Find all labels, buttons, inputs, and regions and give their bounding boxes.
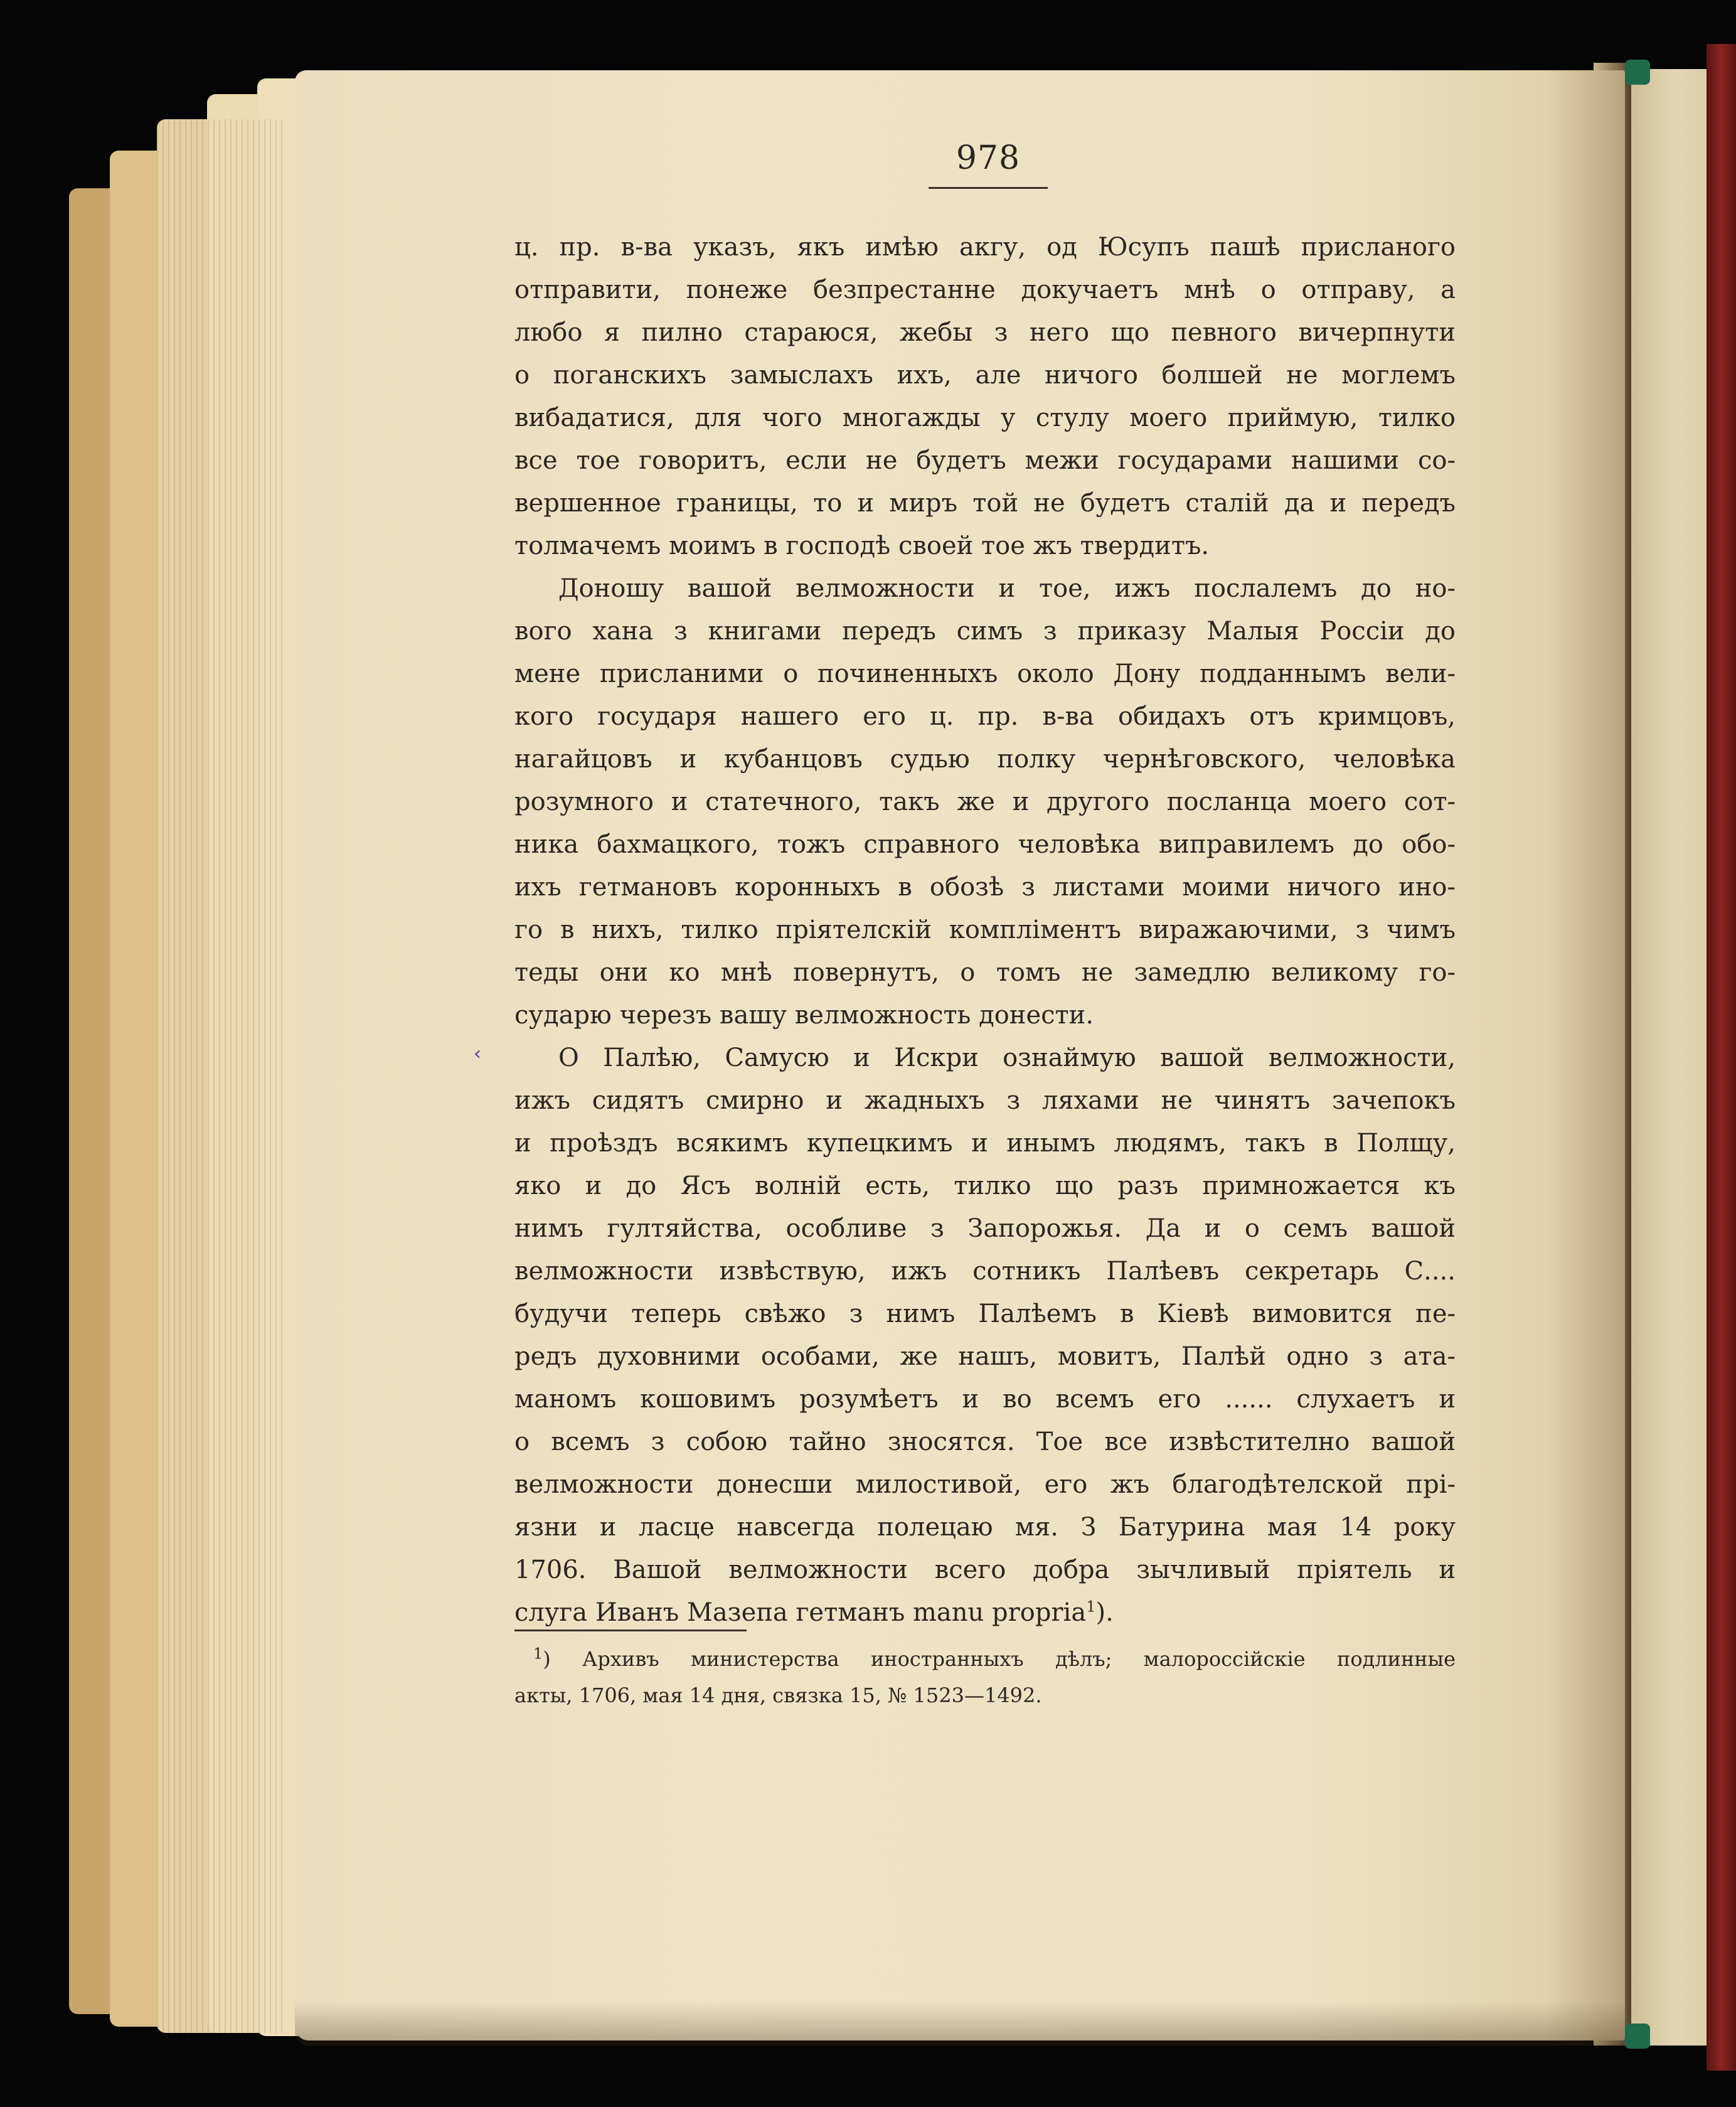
text-line: розумного и статечного, такъ же и другого посланца моего сот- [514,787,1456,816]
text-line: язни и ласце навсегда полецаю мя. З Батурина мая 14 року [514,1513,1456,1542]
text-line: вого хана з книгами передъ симъ з приказу Малыя Россіи до [514,617,1456,646]
text-line: мене присланими о починенныхъ около Дону подданнымъ вели- [514,659,1456,688]
text-line: вибадатися, для чого многажды у стулу моего приймую, тилко [514,403,1456,432]
text-line: ижъ сидятъ смирно и жадныхъ з ляхами не чинятъ зачепокъ [514,1086,1456,1115]
footnote-marker: 1 [533,1645,543,1663]
text-line: теды они ко мнѣ повернутъ, о томъ не замедлю великому го- [514,958,1456,987]
text-line: редъ духовними особами, же нашъ, мовитъ, Палѣй одно з ата- [514,1342,1456,1371]
footnote-rule [514,1630,747,1631]
text-line: маномъ кошовимъ розумѣетъ и во всемъ его ...... слухаетъ и [514,1385,1456,1414]
text-line: о всемъ з собою тайно зносятся. Тое все извѣстително вашой [514,1427,1456,1456]
text-line: слуга Иванъ Мазепа гетманъ manu propria [514,1598,1087,1627]
page-edge-lines [157,119,282,2033]
ink-mark: ‹ [474,1043,481,1065]
footnote-line [533,1641,1456,1677]
ribbon-marker [1625,2024,1650,2049]
text-line: вершенное границы, то и миръ той не будетъ сталій да и передъ [514,489,1456,518]
book-binding [1707,44,1736,2071]
text-line-suffix: ). [1095,1598,1114,1627]
text-line: кого государя нашего его ц. пр. в-ва обидахъ отъ кримцовъ, [514,702,1456,731]
text-line: велможности донесши милостивой, его жъ благодѣтелской прі- [514,1470,1456,1499]
text-line: ц. пр. в-ва указъ, якъ имѣю акгу, од Юсупъ пашѣ присланого [514,233,1456,262]
text-line: яко и до Ясъ волній есть, тилко що разъ примножается къ [514,1171,1456,1200]
page-number-rule [929,187,1048,189]
text-line: Доношу вашой велможности и тое, ижъ послалемъ до но- [558,574,1456,603]
text-line: нимъ гултяйства, особливе з Запорожья. Да и о семъ вашой [514,1214,1456,1243]
text-line: ника бахмацкого, тожъ справного человѣка виправилемъ до обо- [514,830,1456,859]
text-line: велможности извѣствую, ижъ сотникъ Палѣевъ секретарь С.... [514,1257,1456,1286]
text-line: все тое говоритъ, если не будетъ межи государами нашими со- [514,446,1456,475]
text-line: О Палѣю, Самусю и Искри ознаймую вашой велможности, [558,1043,1456,1072]
footnote-line: акты, 1706, мая 14 дня, связка 15, № 1523—1492. [514,1683,1042,1707]
text-line: толмачемъ моимъ в господѣ своей тое жъ твердитъ. [514,531,1210,560]
footnote-reference: 1 [1086,1598,1096,1616]
text-line: и проѣздъ всякимъ купецкимъ и инымъ людямъ, такъ в Полщу, [514,1129,1456,1158]
text-line: го в нихъ, тилко пріятелскій компліментъ виражаючими, з чимъ [514,915,1456,944]
text-line: сударю черезъ вашу велможность донести. [514,1001,1094,1030]
text-line: о поганскихъ замыслахъ ихъ, але ничого болшей не моглемъ [514,361,1456,390]
footnote-text: ) Архивъ министерства иностранныхъ дѣлъ; малороссійскіе подлинные [543,1647,1456,1671]
text-line: любо я пилно стараюся, жебы з него що певного вичерпнути [514,318,1456,347]
text-line: 1706. Вашой велможности всего добра зычливый пріятель и [514,1555,1456,1584]
page-shadow [295,2002,1625,2046]
text-line-final [514,1592,1456,1633]
ribbon-marker [1625,60,1650,85]
page-number: 978 [956,139,1021,177]
text-line: будучи теперь свѣжо з нимъ Палѣемъ в Кіевѣ вимовится пе- [514,1299,1456,1328]
text-line: отправити, понеже безпрестанне докучаетъ мнѣ о отправу, а [514,275,1456,304]
text-line: нагайцовъ и кубанцовъ судью полку чернѣговского, человѣка [514,745,1456,774]
text-line: ихъ гетмановъ коронныхъ в обозѣ з листами моими ничого ино- [514,873,1456,902]
